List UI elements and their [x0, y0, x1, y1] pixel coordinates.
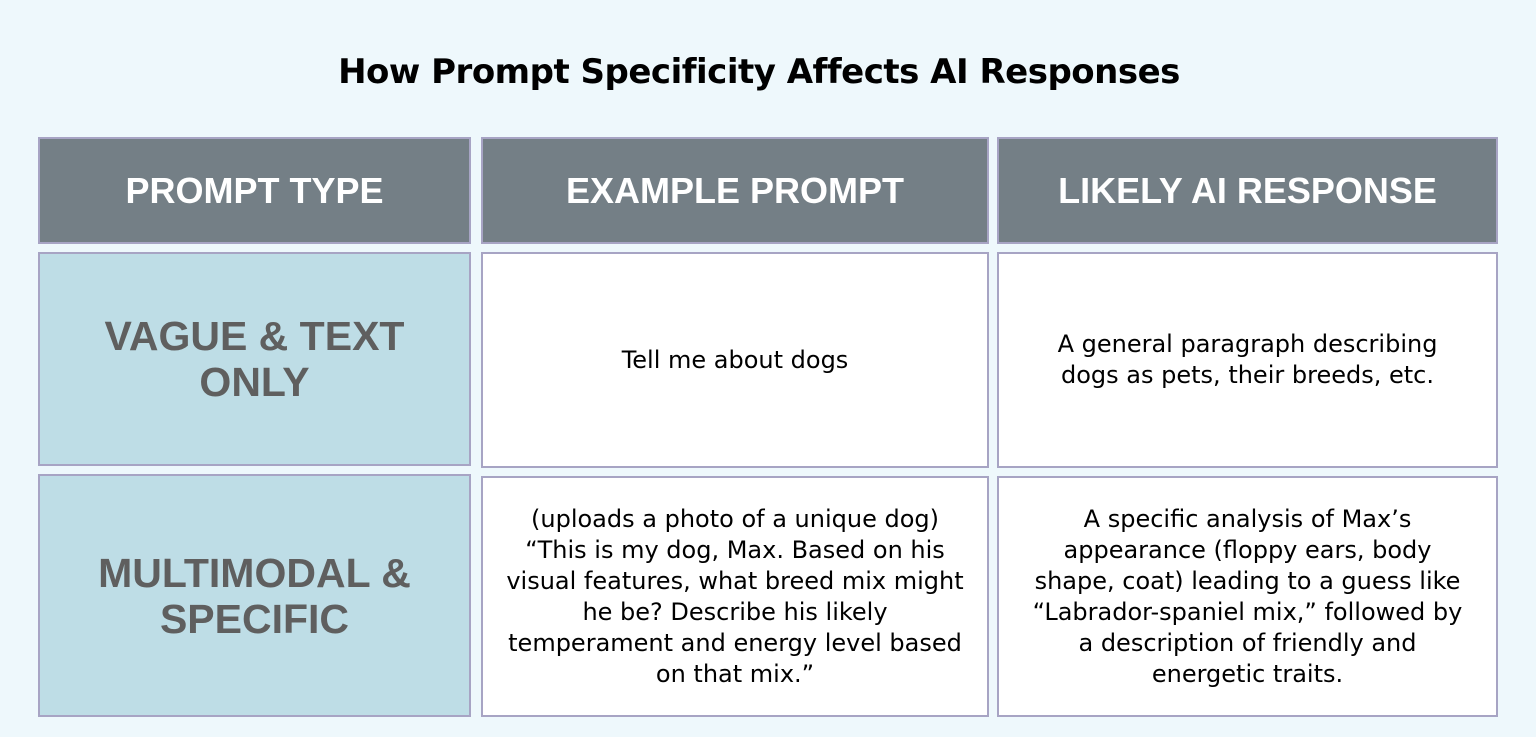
header-likely-response-label: LIKELY AI RESPONSE	[1058, 169, 1437, 211]
row-2-likely-response	[997, 476, 1498, 717]
row-2-example-prompt	[481, 476, 989, 717]
row-1-example-prompt	[481, 252, 989, 468]
page-title: How Prompt Specificity Affects AI Responses	[338, 52, 1180, 92]
header-example-prompt	[481, 137, 989, 244]
header-likely-response	[997, 137, 1498, 244]
row-1-example-prompt-text: Tell me about dogs	[621, 345, 849, 374]
header-example-prompt-label: EXAMPLE PROMPT	[565, 169, 905, 211]
row-2-prompt-type	[38, 474, 471, 717]
row-2-prompt-type-label: MULTIMODAL & SPECIFIC	[98, 549, 411, 642]
row-1-likely-response-text: A general paragraph describing dogs as pets, their breeds, etc.	[1057, 330, 1438, 389]
row-1-prompt-type	[38, 252, 471, 466]
header-prompt-type-label: PROMPT TYPE	[125, 169, 384, 211]
header-prompt-type	[38, 137, 471, 244]
row-2-example-prompt-text: (uploads a photo of a unique dog) “This is my dog, Max. Based on his visual features, what breed mix might he be? Describe his likely temperament and energy level based on that mix.”	[506, 504, 964, 688]
row-1-likely-response	[997, 252, 1498, 468]
row-2-likely-response-text: A specific analysis of Max’s appearance (floppy ears, body shape, coat) leading to a guess like “Labrador-spaniel mix,” followed by a description of friendly and energetic traits.	[1032, 504, 1463, 688]
row-1-prompt-type-label: VAGUE & TEXT ONLY	[104, 313, 405, 405]
